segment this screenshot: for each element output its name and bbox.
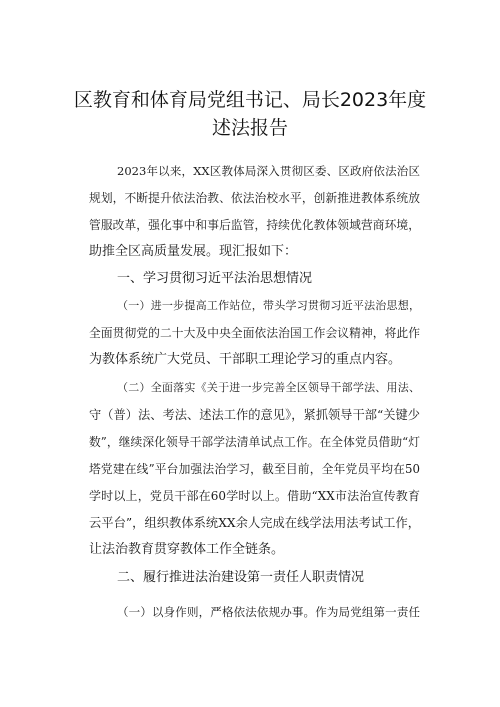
section-1-para-2-line-1: （二）全面落实《关于进一步完善全区领导干部学法、用法、 bbox=[117, 381, 420, 394]
section-1-para-1-line-1: （一）进一步提高工作站位，带头学习贯彻习近平法治思想， bbox=[117, 299, 420, 312]
section-1-para-1-line-2: 全面贯彻党的二十大及中央全面依法治国工作会议精神，将此作 bbox=[89, 326, 420, 340]
section-1-para-2-line-2: 守（普）法、考法、述法工作的意见》，紧抓领导干部“关键少 bbox=[89, 408, 420, 422]
section-2-para-1-line-1: （一）以身作则，严格依法依规办事。作为局党组第一责任 bbox=[117, 605, 420, 619]
section-1-para-2-line-4: 塔党建在线”平台加强法治学习，截至目前，全年党员平均在50 bbox=[89, 462, 420, 476]
section-2-heading: 二、履行推进法治建设第一责任人职责情况 bbox=[117, 570, 365, 585]
intro-line-3: 管服改革，强化事中和事后监管，持续优化教体领域营商环境， bbox=[89, 218, 420, 232]
document-title-line-1: 区教育和体育局党组书记、局长2023年度 bbox=[73, 89, 427, 111]
document-title-line-2: 述法报告 bbox=[211, 117, 288, 139]
intro-line-2: 规划，不断提升依法治教、依法治校水平，创新推进教体系统放 bbox=[89, 191, 420, 205]
section-1-para-2-line-6: 云平台”，组织教体系统XX余人完成在线学法用法考试工作， bbox=[89, 516, 420, 530]
section-1-para-1-line-3: 为教体系统广大党员、干部职工理论学习的重点内容。 bbox=[89, 352, 402, 367]
section-1-heading: 一、学习贯彻习近平法治思想情况 bbox=[117, 271, 313, 286]
section-1-para-2-line-3: 数”，继续深化领导干部学法清单试点工作。在全体党员借助“灯 bbox=[89, 435, 420, 449]
intro-line-4: 助推全区高质量发展。现汇报如下： bbox=[89, 244, 298, 259]
section-1-para-2-line-7: 让法治教育贯穿教体工作全链条。 bbox=[89, 542, 285, 557]
intro-line-1: 2023年以来，XX区教体局深入贯彻区委、区政府依法治区 bbox=[117, 164, 420, 178]
section-1-para-2-line-5: 学时以上，党员干部在60学时以上。借助“XX市法治宣传教育 bbox=[89, 489, 420, 503]
